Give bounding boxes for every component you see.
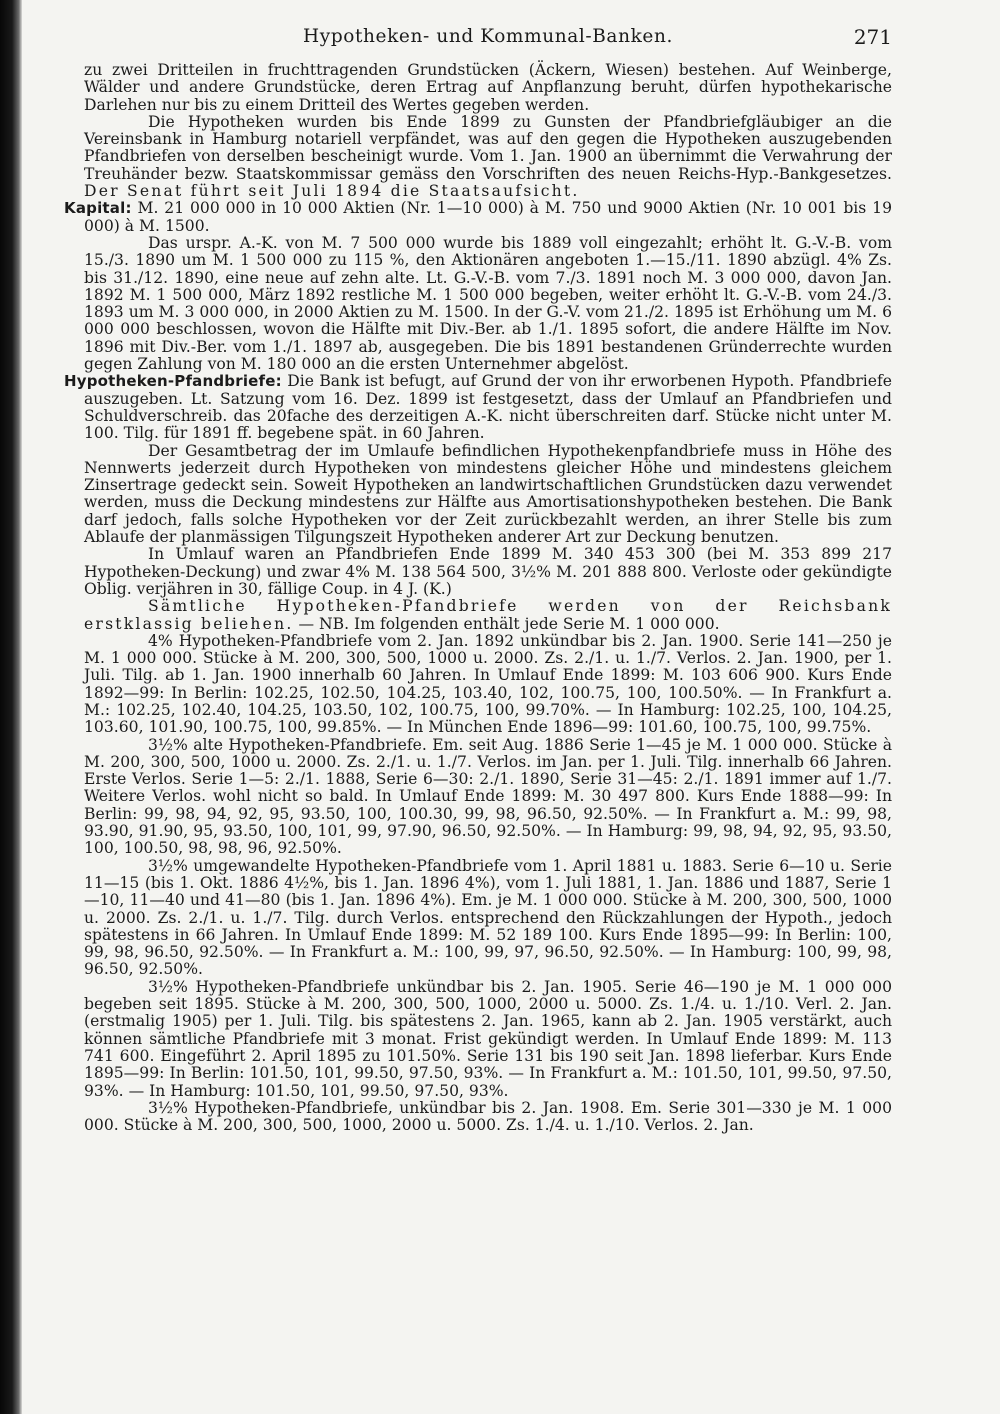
paragraph-text: Die Hypotheken wurden bis Ende 1899 zu Gunsten der Pfandbriefgläubiger an die Vereinsbank in Hamburg notariell verpfändet, was auf den gegen die Hypotheken auszugebenden Pfandbriefen von derselben bescheinigt wurde. Vom 1. Jan. 1900 an übernimmt die Verwahrung der Treuhänder bezw. Staatskommissar gemäss den Vorschriften des neuen Reichs-Hyp.-Bankgesetzes. bbox=[84, 112, 892, 183]
section-heading: Hypotheken-Pfandbriefe: bbox=[64, 372, 282, 391]
paragraph: In Umlauf waren an Pfandbriefen Ende 1899 M. 340 453 300 (bei M. 353 899 217 Hypotheken-Deckung) und zwar 4% M. 138 564 500, 3½% M. 201 888 800. Verloste oder gekündigte Oblig. verjähren in 30, fällige Coup. in 4 J. (K.) bbox=[84, 545, 892, 598]
section-text: M. 21 000 000 in 10 000 Aktien (Nr. 1—10 000) à M. 750 und 9000 Aktien (Nr. 10 001 bis 19 000) à M. 1500. bbox=[84, 199, 892, 235]
paragraph: 3½% Hypotheken-Pfandbriefe, unkündbar bis 2. Jan. 1908. Em. Serie 301—330 je M. 1 000 000. Stücke à M. 200, 300, 500, 1000, 2000 u. 5000. Zs. 1./4. u. 1./10. Verlos. 2. Jan. bbox=[84, 1098, 892, 1135]
section-kapital bbox=[64, 199, 892, 235]
body-text bbox=[64, 61, 893, 1135]
spaced-emphasis: Sämtliche Hypotheken-Pfandbriefe werden von der Reichsbank erstklassig beliehen. bbox=[84, 597, 892, 633]
section-pfandbriefe bbox=[64, 372, 893, 443]
paragraph: 3½% Hypotheken-Pfandbriefe unkündbar bis 2. Jan. 1905. Serie 46—190 je M. 1 000 000 begeben seit 1895. Stücke à M. 200, 300, 500, 1000, 2000 u. 5000. Zs. 1./4. u. 1./10. Verl. 2. Jan. (erstmalig 1905) per 1. Juli. Tilg. bis spätestens 2. Jan. 1965, kann ab 2. Jan. 1905 verstärkt, auch können sämtliche Pfandbriefe mit 3 monat. Frist gekündigt werden. In Umlauf Ende 1899: M. 113 741 600. Eingeführt 2. April 1895 zu 101.50%. Serie 131 bis 190 seit Jan. 1898 lieferbar. Kurs Ende 1895—99: In Berlin: 101.50, 101, 99.50, 97.50, 93%. — In Frankfurt a. M.: 101.50, 101, 99.50, 97.50, 93%. — In Hamburg: 101.50, 101, 99.50, 97.50, 93%. bbox=[84, 977, 892, 1100]
paragraph: 3½% alte Hypotheken-Pfandbriefe. Em. seit Aug. 1886 Serie 1—45 je M. 1 000 000. Stücke à M. 200, 300, 500, 1000 u. 2000. Zs. 2./1. u. 1./7. Verlos. im Jan. per 1. Juli. Tilg. innerhalb 66 Jahren. Erste Verlos. Serie 1—5: 2./1. 1888, Serie 6—30: 2./1. 1890, Serie 31—45: 2./1. 1891 immer auf 1./7. Weitere Verlos. wohl nicht so bald. In Umlauf Ende 1899: M. 30 497 800. Kurs Ende 1888—99: In Berlin: 99, 98, 94, 92, 95, 93.50, 100, 100.30, 99, 98, 96.50, 92.50%. — In Frankfurt a. M.: 99, 98, 93.90, 91.90, 95, 93.50, 100, 101, 99, 97.90, 96.50, 92.50%. — In Hamburg: 99, 98, 94, 92, 95, 93.50, 100, 100.50, 98, 98, 96, 92.50%. bbox=[84, 735, 892, 858]
paragraph: 3½% umgewandelte Hypotheken-Pfandbriefe vom 1. April 1881 u. 1883. Serie 6—10 u. Serie 11—15 (bis 1. Okt. 1886 4½%, bis 1. Jan. 1896 4%), vom 1. Juli 1881, 1. Jan. 1886 und 1887, Serie 1—10, 11—40 und 41—80 (bis 1. Jan. 1896 4%). Em. je M. 1 000 000. Stücke à M. 200, 300, 500, 1000 u. 2000. Zs. 2./1. u. 1./7. Tilg. durch Verlos. entsprechend den Rückzahlungen der Hypoth., jedoch spätestens in 66 Jahren. In Umlauf Ende 1899: M. 52 189 100. Kurs Ende 1895—99: In Berlin: 100, 99, 98, 96.50, 92.50%. — In Frankfurt a. M.: 100, 99, 97, 96.50, 92.50%. — In Hamburg: 100, 99, 98, 96.50, 92.50%. bbox=[84, 856, 892, 979]
paragraph-text: — NB. Im folgenden enthält jede Serie M. 1 000 000. bbox=[293, 614, 720, 633]
section-heading: Kapital: bbox=[64, 199, 132, 218]
paragraph: 4% Hypotheken-Pfandbriefe vom 2. Jan. 1892 unkündbar bis 2. Jan. 1900. Serie 141—250 je M. 1 000 000. Stücke à M. 200, 300, 500, 1000 u. 2000. Zs. 2./1. u. 1./7. Verlos. 2. Jan. 1900, per 1. Juli. Tilg. ab 1. Jan. 1900 innerhalb 60 Jahren. In Umlauf Ende 1899: M. 103 606 900. Kurs Ende 1892—99: In Berlin: 102.25, 102.50, 104.25, 103.40, 102, 100.75, 100, 100.50%. — In Frankfurt a. M.: 102.25, 102.40, 104.25, 103.50, 102, 100.75, 100, 99.70%. — In Hamburg: 102.25, 100, 104.25, 103.60, 101.90, 100.75, 100, 99.85%. — In München Ende 1896—99: 101.60, 100.75, 100, 99.75%. bbox=[84, 631, 892, 737]
section-text: Die Bank ist befugt, auf Grund der von ihr erworbenen Hypoth. Pfandbriefe auszugeben. Lt. Satzung vom 16. Dez. 1899 ist festgesetzt, dass der Umlauf an Pfandbriefen und Schuldverschreib. das 20fache des derzeitigen A.-K. nicht überschreiten darf. Stücke nicht unter M. 100. Tilg. für 1891 ff. begebene spät. in 60 Jahren. bbox=[84, 372, 893, 443]
spaced-emphasis: Der Senat führt seit Juli 1894 die Staatsaufsicht. bbox=[84, 182, 580, 201]
page-number: 271 bbox=[853, 25, 892, 49]
paragraph bbox=[84, 114, 892, 200]
book-spine-shadow bbox=[0, 0, 22, 1414]
document-page bbox=[64, 22, 893, 1135]
paragraph: zu zwei Dritteilen in fruchttragenden Grundstücken (Äckern, Wiesen) bestehen. Auf Weinberge, Wälder und andere Grundstücke, deren Ertrag auf Anpflanzung beruht, dürfen hypothekarische Darlehen nur bis zu einem Dritteil des Wertes gegeben werden. bbox=[84, 61, 892, 114]
paragraph: Das urspr. A.-K. von M. 7 500 000 wurde bis 1889 voll eingezahlt; erhöht lt. G.-V.-B. vom 15./3. 1890 um M. 1 500 000 zu 115 %, den Aktionären angeboten 1.—15./11. 1890 abzügl. 4% Zs. bis 31./12. 1890, eine neue auf zehn alte. Lt. G.-V.-B. vom 7./3. 1891 noch M. 3 000 000, davon Jan. 1892 M. 1 500 000, März 1892 restliche M. 1 500 000 begeben, weiter erhöht lt. G.-V.-B. vom 24./3. 1893 um M. 3 000 000, in 2000 Aktien zu M. 1500. In der G.-V. vom 21./2. 1895 ist Erhöhung um M. 6 000 000 beschlossen, wovon die Hälfte mit Div.-Ber. ab 1./1. 1895 sofort, die andere Hälfte im Nov. 1896 mit Div.-Ber. vom 1./1. 1897 ab, ausgegeben. Die bis 1891 bestandenen Gründerrechte wurden gegen Zahlung von M. 180 000 an die ersten Unternehmer abgelöst. bbox=[84, 233, 892, 374]
running-title: Hypotheken- und Kommunal-Banken. bbox=[303, 26, 673, 47]
paragraph: Der Gesamtbetrag der im Umlaufe befindlichen Hypothekenpfandbriefe muss in Höhe des Nennwerts jederzeit durch Hypotheken von mindestens gleicher Höhe und mindestens gleichem Zinsertrage gedeckt sein. Soweit Hypotheken an landwirtschaftlichen Grundstücken dazu verwendet werden, muss die Deckung mindestens zur Hälfte aus Amortisationshypotheken bestehen. Die Bank darf jedoch, falls solche Hypotheken vor der Zeit zurückbezahlt werden, an ihrer Stelle bis zum Ablaufe der planmässigen Tilgungszeit Hypotheken anderer Art zur Deckung benutzen. bbox=[84, 441, 892, 547]
paragraph bbox=[84, 598, 892, 633]
page-header bbox=[84, 22, 892, 52]
